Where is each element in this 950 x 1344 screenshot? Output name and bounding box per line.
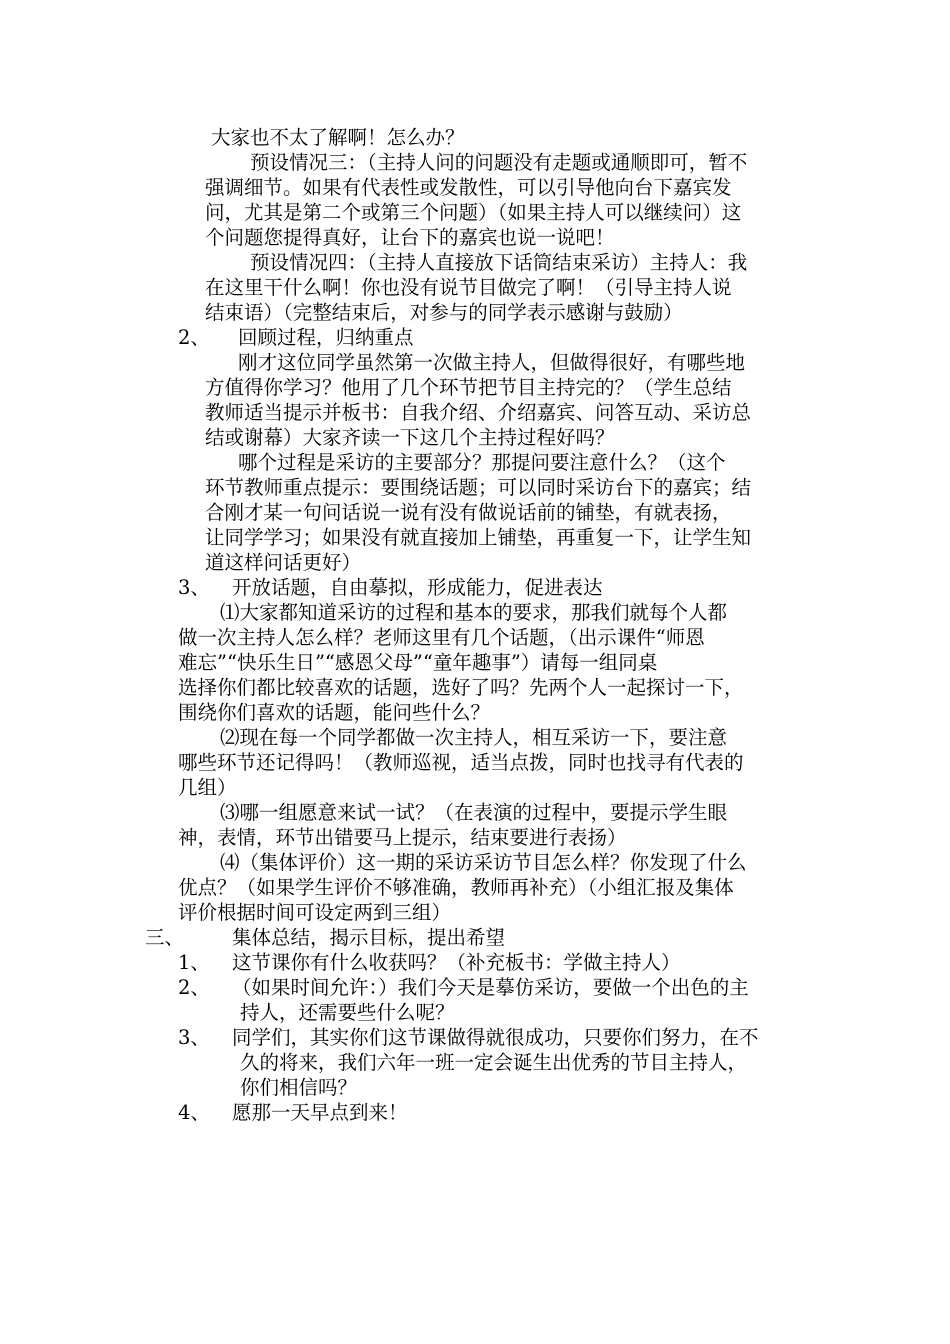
paragraph-line: 久的将来，我们六年一班一定会诞生出优秀的节目主持人， (240, 1051, 748, 1074)
list-number: 2、 (178, 326, 210, 349)
paragraph-line: ⑶哪一组愿意来试一试？（在表演的过程中，要提示学生眼 (220, 801, 728, 824)
list-number: 2、 (178, 976, 210, 999)
paragraph-line: 优点？（如果学生评价不够准确，教师再补充）（小组汇报及集体 (178, 876, 734, 899)
paragraph-line: 刚才这位同学虽然第一次做主持人，但做得很好，有哪些地 (238, 351, 746, 374)
paragraph-line: 个问题您提得真好，让台下的嘉宾也说一说吧！ (205, 226, 615, 249)
paragraph-line: 哪个过程是采访的主要部分？那提问要注意什么？（这个 (238, 451, 726, 474)
paragraph-line: 选择你们都比较喜欢的话题，选好了吗？先两个人一起探讨一下， (178, 676, 744, 699)
list-number: 3、 (178, 1026, 210, 1049)
paragraph-line: 神，表情，环节出错要马上提示，结束要进行表扬） (178, 826, 627, 849)
paragraph-line: 同学们，其实你们这节课做得就很成功，只要你们努力，在不 (232, 1026, 759, 1049)
list-heading: 回顾过程，归纳重点 (238, 326, 414, 349)
paragraph-line: ⑵现在每一个同学都做一次主持人，相互采访一下，要注意 (220, 726, 728, 749)
section-number: 三、 (145, 926, 185, 949)
list-heading: 开放话题，自由摹拟，形成能力，促进表达 (232, 576, 603, 599)
paragraph-line: 方值得你学习？他用了几个环节把节目主持完的？（学生总结 (205, 376, 732, 399)
paragraph-line: 愿那一天早点到来！ (232, 1101, 408, 1124)
paragraph-line: 教师适当提示并板书：自我介绍、介绍嘉宾、问答互动、采访总 (205, 401, 752, 424)
list-number: 4、 (178, 1101, 210, 1124)
paragraph-line: 预设情况三：（主持人问的问题没有走题或通顺即可，暂不 (250, 151, 748, 174)
paragraph-line: 结束语）（完整结束后，对参与的同学表示感谢与鼓励） (205, 301, 683, 324)
paragraph-line: （如果时间允许：）我们今天是摹仿采访，要做一个出色的主 (232, 976, 749, 999)
paragraph-line: 让同学学习；如果没有就直接加上铺垫，再重复一下，让学生知 (205, 526, 752, 549)
section-heading: 集体总结，揭示目标，提出希望 (232, 926, 506, 949)
list-number: 3、 (178, 576, 210, 599)
paragraph-line: 在这里干什么啊！你也没有说节目做完了啊！（引导主持人说 (205, 276, 732, 299)
paragraph-line: ⑴大家都知道采访的过程和基本的要求，那我们就每个人都 (220, 601, 728, 624)
paragraph-line: 大家也不太了解啊！怎么办？ (211, 126, 465, 149)
paragraph-line: 难忘”“快乐生日”“感恩父母”“童年趣事”）请每一组同桌 (178, 651, 658, 674)
paragraph-line: 合刚才某一句问话说一说有没有做说话前的铺垫，有就表扬， (205, 501, 732, 524)
paragraph-line: 持人，还需要些什么呢？ (240, 1001, 455, 1024)
paragraph-line: 评价根据时间可设定两到三组） (178, 901, 452, 924)
paragraph-line: 强调细节。如果有代表性或发散性，可以引导他向台下嘉宾发 (205, 176, 732, 199)
paragraph-line: ⑷（集体评价）这一期的采访采访节目怎么样？你发现了什么 (220, 851, 747, 874)
list-number: 1、 (178, 951, 210, 974)
paragraph-line: 预设情况四：（主持人直接放下话筒结束采访）主持人：我 (250, 251, 748, 274)
paragraph-line: 这节课你有什么收获吗？（补充板书：学做主持人） (232, 951, 681, 974)
paragraph-line: 结或谢幕）大家齐读一下这几个主持过程好吗？ (205, 426, 615, 449)
paragraph-line: 哪些环节还记得吗！（教师巡视，适当点拨，同时也找寻有代表的 (178, 751, 744, 774)
paragraph-line: 道这样问话更好） (205, 551, 362, 574)
paragraph-line: 环节教师重点提示：要围绕话题；可以同时采访台下的嘉宾；结 (205, 476, 752, 499)
paragraph-line: 围绕你们喜欢的话题，能问些什么？ (178, 701, 491, 724)
paragraph-line: 你们相信吗？ (240, 1076, 358, 1099)
paragraph-line: 几组） (178, 776, 237, 799)
paragraph-line: 做一次主持人怎么样？老师这里有几个话题，（出示课件“师恩 (178, 626, 705, 649)
paragraph-line: 问，尤其是第二个或第三个问题）（如果主持人可以继续问）这 (205, 201, 742, 224)
